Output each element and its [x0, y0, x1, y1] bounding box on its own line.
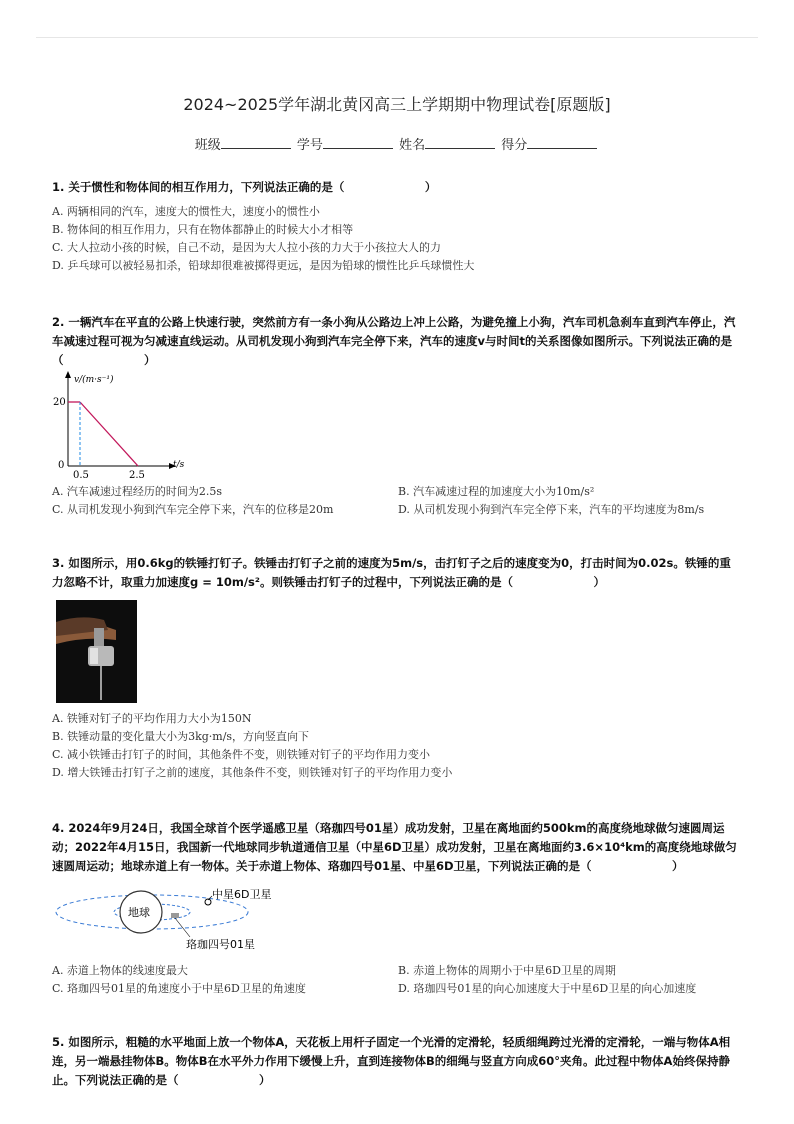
q1-option-b: B. 物体间的相互作用力，只有在物体都静止的时候大小才相等 [52, 223, 354, 236]
q1-option-c: C. 大人拉动小孩的时候，自己不动，是因为大人拉小孩的力大于小孩拉大人的力 [52, 241, 442, 254]
outer-satellite-label: 中星6D卫星 [212, 888, 272, 901]
q3-option-a: A. 铁锤对钉子的平均作用力大小为150N [52, 712, 252, 725]
earth-label: 地球 [128, 906, 150, 919]
x-axis-label: t/s [173, 460, 185, 470]
graph-decel-segment [80, 402, 138, 466]
page-title: 2024~2025学年湖北黄冈高三上学期期中物理试卷[原题版] [183, 95, 611, 114]
class-field[interactable] [221, 136, 291, 149]
q1-option-a: A. 两辆相同的汽车，速度大的惯性大，速度小的惯性小 [52, 205, 320, 218]
q4-option-c: C. 珞珈四号01星的角速度小于中星6D卫星的角速度 [52, 982, 306, 995]
q4-option-d: D. 珞珈四号01星的向心加速度大于中星6D卫星的向心加速度 [398, 982, 697, 995]
satellite-orbit-figure [52, 882, 352, 954]
question-4-stem: 4. 2024年9月24日，我国全球首个医学遥感卫星（珞珈四号01星）成功发射，卫星在离地面约500km的高度绕地球做匀速圆周运动；2022年4月15日，我国新一代地球同步轨道通信卫星（中星6D卫星）成功发射，卫星在离地面约3.6×10⁴km的高度绕地球做匀速圆周运动；地球赤道上有一物体。关于赤道上物体、珞珈四号01星、中星6D卫星，下列说法正确的是（ ） [52, 821, 737, 873]
question-2-stem: 2. 一辆汽车在平直的公路上快速行驶，突然前方有一条小狗从公路边上冲上公路，为避免撞上小狗，汽车司机急刹车直到汽车停止，汽车减速过程可视为匀减速直线运动。从司机发现小狗到汽车完全停下来，汽车的速度v与时间t的关系图像如图所示。下列说法正确的是（ ） [52, 315, 736, 367]
y-tick-20: 20 [53, 397, 66, 408]
y-axis-arrow [65, 371, 71, 378]
inner-satellite [171, 913, 179, 918]
name-field[interactable] [425, 136, 495, 149]
origin-label: 0 [58, 460, 65, 471]
q3-option-c: C. 减小铁锤击打钉子的时间，其他条件不变，则铁锤对钉子的平均作用力变小 [52, 748, 431, 761]
name-label: 姓名 [399, 138, 426, 153]
q1-option-d: D. 乒乓球可以被轻易扣杀，铅球却很难被掷得更远，是因为铅球的惯性比乒乓球惯性大 [52, 259, 475, 272]
id-label: 学号 [296, 138, 323, 153]
q2-option-a: A. 汽车减速过程经历的时间为2.5s [52, 485, 223, 498]
question-3-stem: 3. 如图所示，用0.6kg的铁锤打钉子。铁锤击打钉子之前的速度为5m/s，击打钉子之后的速度变为0，打击时间为0.02s。铁锤的重力忽略不计，取重力加速度g = 10m/s²。则铁锤击打钉子的过程中，下列说法正确的是（ ） [52, 556, 731, 589]
id-field[interactable] [323, 136, 393, 149]
q2-option-d: D. 从司机发现小狗到汽车完全停下来，汽车的平均速度为8m/s [398, 503, 705, 516]
x-tick-2-5: 2.5 [129, 470, 145, 478]
q2-option-b: B. 汽车减速过程的加速度大小为10m/s² [398, 485, 595, 498]
q4-option-b: B. 赤道上物体的周期小于中星6D卫星的周期 [398, 964, 616, 977]
header-divider [36, 37, 758, 38]
q3-option-b: B. 铁锤动量的变化量大小为3kg·m/s，方向竖直向下 [52, 730, 310, 743]
hammer-illustration [56, 600, 137, 703]
score-label: 得分 [501, 138, 528, 153]
score-field[interactable] [527, 136, 597, 149]
question-1-stem: 1. 关于惯性和物体间的相互作用力，下列说法正确的是（ ） [52, 180, 437, 194]
q4-option-a: A. 赤道上物体的线速度最大 [52, 964, 188, 977]
x-tick-0-5: 0.5 [73, 470, 89, 478]
class-label: 班级 [194, 138, 221, 153]
y-axis-label: v/(m·s⁻¹) [74, 375, 114, 385]
hammer-nail-photo [56, 600, 137, 703]
velocity-time-graph [52, 370, 187, 478]
question-5-stem: 5. 如图所示，粗糙的水平地面上放一个物体A，天花板上用杆子固定一个光滑的定滑轮，轻质细绳跨过光滑的定滑轮，一端与物体A相连，另一端悬挂物体B。物体B在水平外力作用下缓慢上升，直到连接物体B的细绳与竖直方向成60°夹角。此过程中物体A始终保持静止。下列说法正确的是（ ） [52, 1035, 731, 1087]
q3-option-d: D. 增大铁锤击打钉子之前的速度，其他条件不变，则铁锤对钉子的平均作用力变小 [52, 766, 453, 779]
inner-satellite-label: 珞珈四号01星 [186, 938, 255, 951]
student-info-row [0, 134, 794, 153]
q2-option-c: C. 从司机发现小狗到汽车完全停下来，汽车的位移是20m [52, 503, 334, 516]
hammer-highlight [90, 648, 98, 664]
